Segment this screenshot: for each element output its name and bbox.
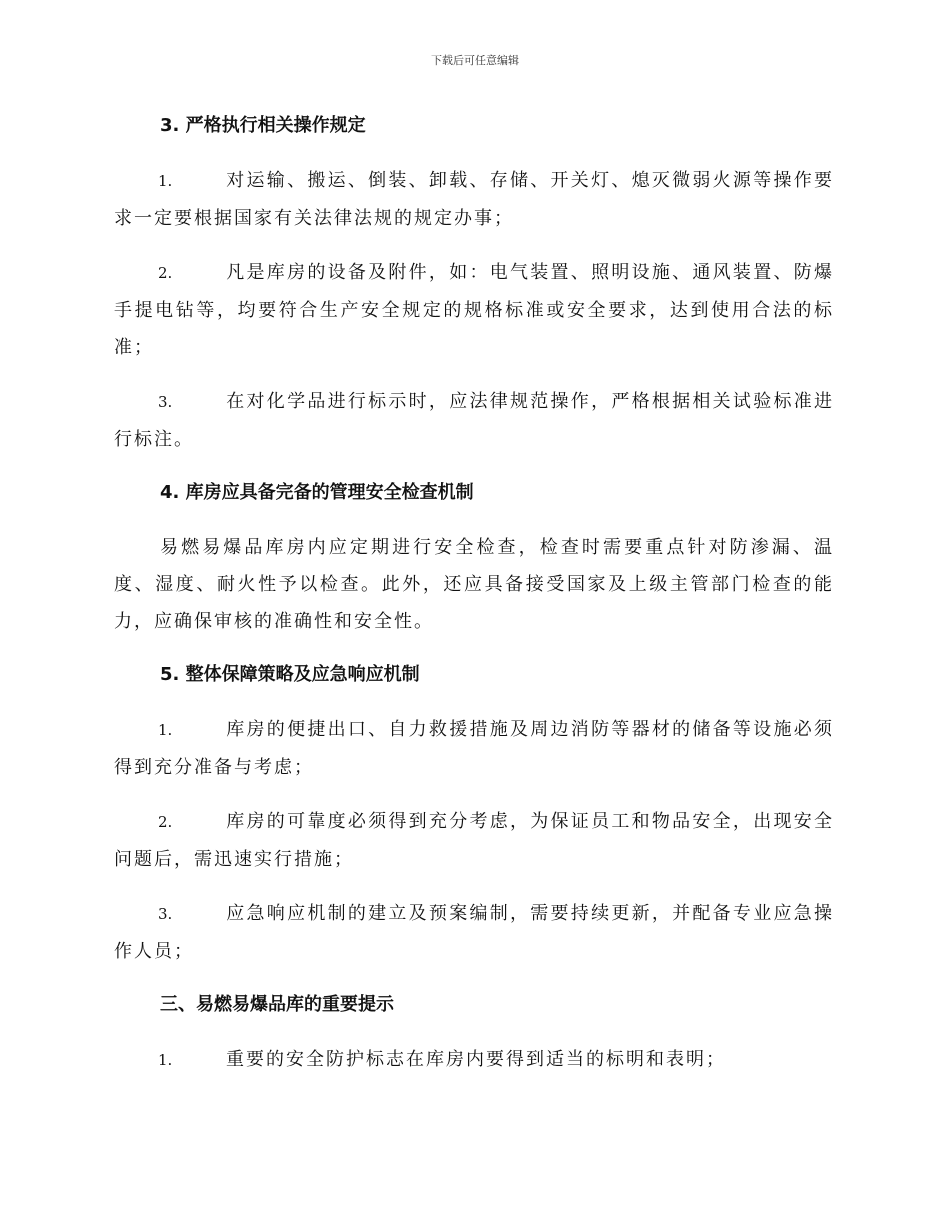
item-number: 3. xyxy=(158,393,173,411)
item-text: 重要的安全防护标志在库房内要得到适当的标明和表明； xyxy=(226,1049,726,1070)
section-heading: 三、易燃易爆品库的重要提示 xyxy=(160,994,394,1015)
section-heading: 5. 整体保障策略及应急响应机制 xyxy=(160,664,420,685)
section-paragraph: 易燃易爆品库房内应定期进行安全检查，检查时需要重点针对防渗漏、温度、湿度、耐火性予以检查。此外，还应具备接受国家及上级主管部门检查的能力，应确保审核的准确性和安全性。 xyxy=(114,537,834,632)
item-number: 2. xyxy=(158,813,173,831)
section-three xyxy=(114,987,834,1079)
list-item xyxy=(114,162,834,237)
item-text: 对运输、搬运、倒装、卸载、存储、开关灯、熄灭微弱火源等操作要求一定要根据国家有关法律法规的规定办事； xyxy=(114,170,834,229)
item-text: 库房的便捷出口、自力救援措施及周边消防等器材的储备等设施必须得到充分准备与考虑； xyxy=(114,719,834,778)
document-body xyxy=(114,108,834,1096)
item-text: 应急响应机制的建立及预案编制，需要持续更新，并配备专业应急操作人员； xyxy=(114,903,834,962)
section-5 xyxy=(114,657,834,970)
list-item xyxy=(114,803,834,878)
list-item xyxy=(114,383,834,458)
item-number: 3. xyxy=(158,905,173,923)
item-text: 库房的可靠度必须得到充分考虑，为保证员工和物品安全，出现安全问题后，需迅速实行措施； xyxy=(114,811,834,870)
item-number: 2. xyxy=(158,264,173,282)
section-heading: 4. 库房应具备完备的管理安全检查机制 xyxy=(160,482,474,503)
list-item xyxy=(114,1041,834,1079)
item-number: 1. xyxy=(158,721,173,739)
item-text: 凡是库房的设备及附件，如：电气装置、照明设施、通风装置、防爆手提电钻等，均要符合生产安全规定的规格标准或安全要求，达到使用合法的标准； xyxy=(114,262,834,358)
list-item xyxy=(114,254,834,366)
section-heading: 3. 严格执行相关操作规定 xyxy=(160,115,366,136)
section-4 xyxy=(114,475,834,640)
item-number: 1. xyxy=(158,172,173,190)
list-item xyxy=(114,895,834,970)
section-3 xyxy=(114,108,834,458)
item-number: 1. xyxy=(158,1051,173,1069)
item-text: 在对化学品进行标示时，应法律规范操作，严格根据相关试验标准进行标注。 xyxy=(114,391,834,450)
list-item xyxy=(114,711,834,786)
page-header: 下载后可任意编辑 xyxy=(431,54,519,67)
